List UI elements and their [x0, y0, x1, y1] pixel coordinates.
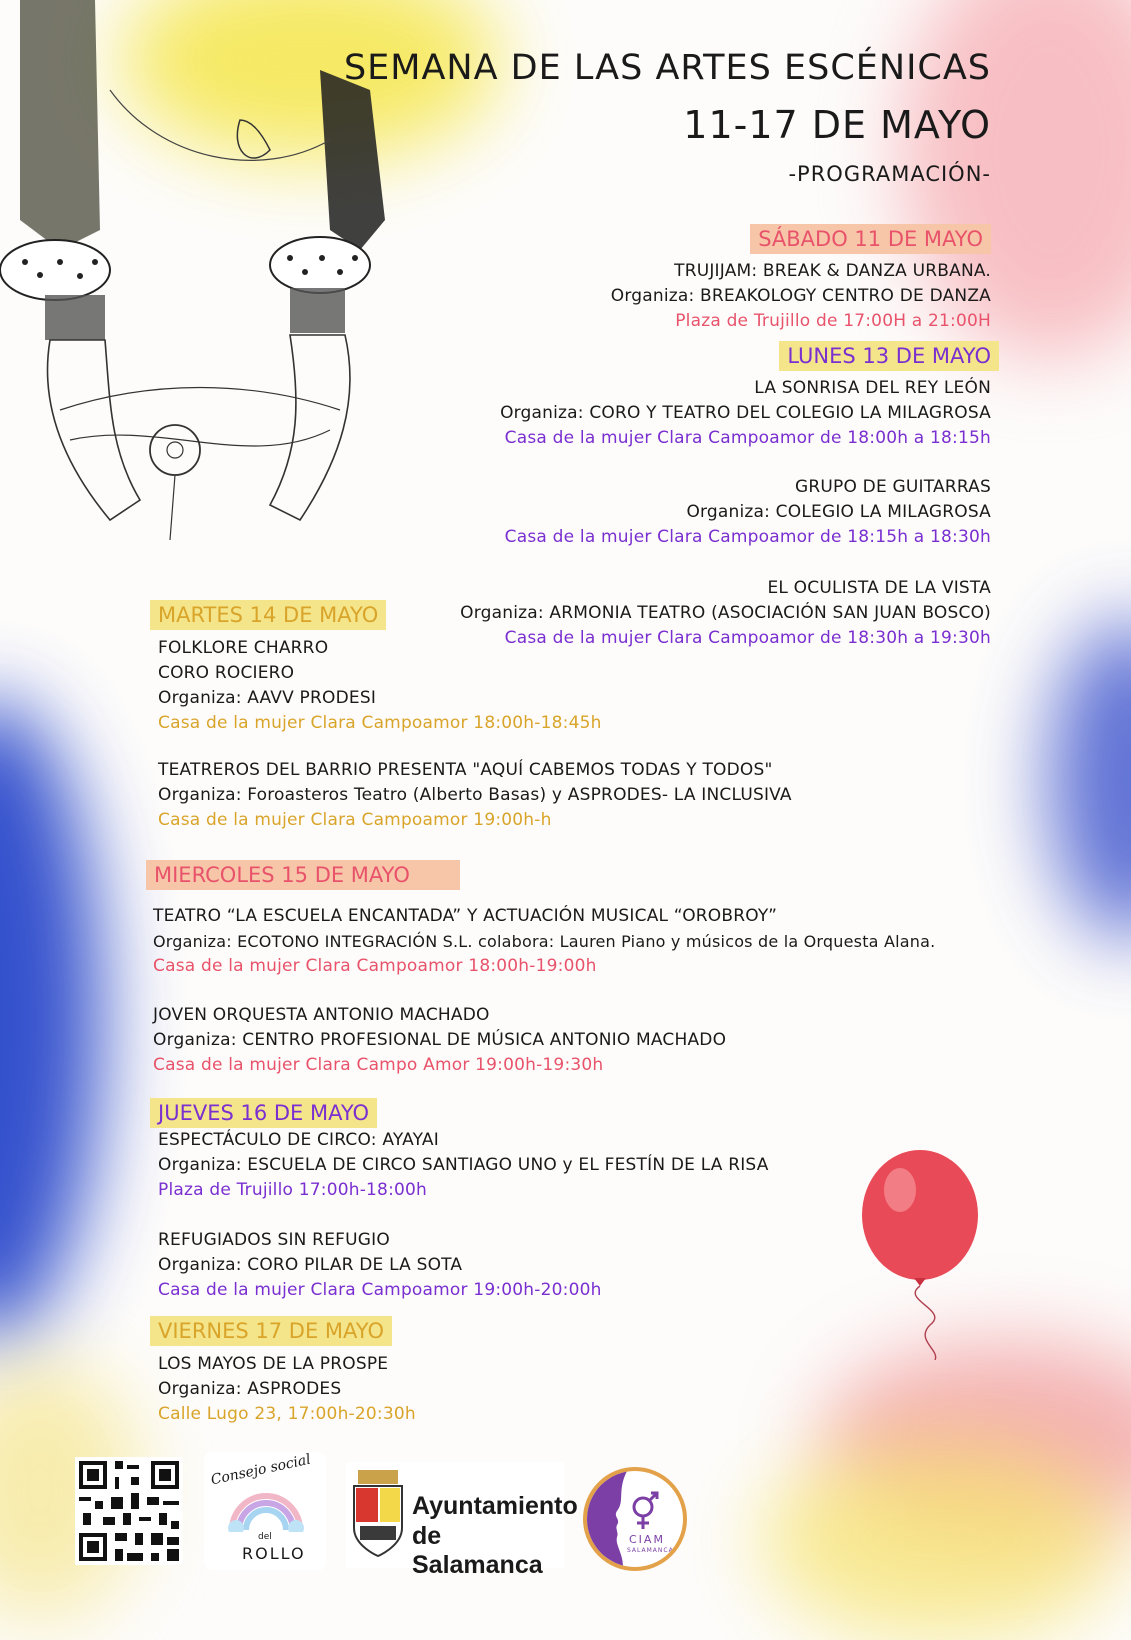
event-organizer: Organiza: Foroasteros Teatro (Alberto Basas) y ASPRODES- LA INCLUSIVA	[158, 785, 792, 805]
page-title: SEMANA DE LAS ARTES ESCÉNICAS	[343, 48, 991, 88]
event-title: REFUGIADOS SIN REFUGIO	[158, 1230, 390, 1250]
event-title: TRUJIJAM: BREAK & DANZA URBANA.	[674, 261, 991, 281]
yellow-wash-bottom	[760, 1440, 1120, 1640]
event-organizer: Organiza: AAVV PRODESI	[158, 688, 377, 708]
consejo-social-text: Consejo social	[209, 1451, 313, 1489]
event-sonrisa-rey-leon	[500, 376, 991, 451]
ciam-text: CIAM	[629, 1533, 665, 1546]
event-organizer: Organiza: ESCUELA DE CIRCO SANTIAGO UNO y EL FESTÍN DE LA RISA	[158, 1155, 769, 1175]
blue-wash-right	[1050, 620, 1131, 940]
page-subtitle: -PROGRAMACIÓN-	[788, 162, 991, 186]
day-label: MARTES 14 DE MAYO	[150, 600, 386, 630]
event-joven-orquesta	[153, 1003, 726, 1078]
event-organizer: Organiza: ECOTONO INTEGRACIÓN S.L. colabora: Lauren Piano y músicos de la Orquesta Alana.	[153, 932, 936, 951]
event-title: LA SONRISA DEL REY LEÓN	[754, 378, 991, 398]
balloon-illustration	[840, 1150, 1040, 1360]
event-organizer: Organiza: ARMONIA TEATRO (ASOCIACIÓN SAN JUAN BOSCO)	[460, 603, 991, 623]
event-place: Plaza de Trujillo de 17:00H a 21:00H	[675, 311, 991, 331]
event-place: Casa de la mujer Clara Campoamor 19:00h-20:00h	[158, 1280, 602, 1300]
event-place: Calle Lugo 23, 17:00h-20:30h	[158, 1404, 416, 1424]
event-title: LOS MAYOS DE LA PROSPE	[158, 1354, 389, 1374]
day-label: JUEVES 16 DE MAYO	[150, 1098, 377, 1128]
event-organizer: Organiza: BREAKOLOGY CENTRO DE DANZA	[610, 286, 991, 306]
day-heading-jueves	[150, 1098, 377, 1128]
event-title: ESPECTÁCULO DE CIRCO: AYAYAI	[158, 1130, 439, 1150]
event-circo-ayayai	[158, 1128, 769, 1203]
qr-code[interactable]	[75, 1457, 183, 1565]
blue-wash-left	[0, 700, 100, 1340]
consejo-social-logo	[204, 1452, 326, 1570]
event-folklore-charro	[158, 636, 602, 736]
event-organizer: Organiza: ASPRODES	[158, 1379, 342, 1399]
event-trujijam	[611, 259, 991, 334]
day-label: SÁBADO 11 DE MAYO	[750, 224, 991, 254]
day-label: MIERCOLES 15 DE MAYO	[146, 860, 460, 890]
event-place: Casa de la mujer Clara Campoamor 18:00h-18:45h	[158, 713, 602, 733]
consejo-rollo-text: ROLLO	[242, 1544, 306, 1563]
day-heading-viernes	[150, 1316, 392, 1346]
event-title-2: CORO ROCIERO	[158, 663, 295, 683]
day-label: LUNES 13 DE MAYO	[779, 341, 999, 371]
event-place: Casa de la mujer Clara Campoamor de 18:30h a 19:30h	[504, 628, 991, 648]
event-title: GRUPO DE GUITARRAS	[795, 477, 991, 497]
ayuntamiento-logo	[346, 1462, 578, 1579]
day-heading-sabado	[750, 224, 991, 254]
event-place: Plaza de Trujillo 17:00h-18:00h	[158, 1180, 428, 1200]
day-label: VIERNES 17 DE MAYO	[150, 1316, 392, 1346]
event-title: FOLKLORE CHARRO	[158, 638, 329, 658]
event-organizer: Organiza: CORO PILAR DE LA SOTA	[158, 1255, 463, 1275]
event-teatreros-barrio	[158, 758, 792, 833]
event-place: Casa de la mujer Clara Campoamor de 18:00h a 18:15h	[504, 428, 991, 448]
event-title: EL OCULISTA DE LA VISTA	[767, 578, 991, 598]
event-place: Casa de la mujer Clara Campoamor 18:00h-19:00h	[153, 956, 597, 976]
event-place: Casa de la mujer Clara Campo Amor 19:00h-19:30h	[153, 1055, 604, 1075]
salamanca-text: de Salamanca	[412, 1522, 543, 1579]
salamanca-shield-icon	[350, 1468, 406, 1558]
page-date-range: 11-17 DE MAYO	[683, 103, 991, 147]
event-place: Casa de la mujer Clara Campoamor 19:00h-h	[158, 810, 552, 830]
day-heading-lunes	[779, 341, 999, 371]
consejo-del-text: del	[258, 1532, 272, 1542]
event-mayos-prospe	[158, 1352, 416, 1427]
event-organizer: Organiza: CORO Y TEATRO DEL COLEGIO LA MILAGROSA	[500, 403, 991, 423]
ciam-salamanca-text: SALAMANCA	[627, 1547, 674, 1554]
event-place: Casa de la mujer Clara Campoamor de 18:15h a 18:30h	[504, 527, 991, 547]
event-organizer: Organiza: CENTRO PROFESIONAL DE MÚSICA ANTONIO MACHADO	[153, 1030, 727, 1050]
event-title: JOVEN ORQUESTA ANTONIO MACHADO	[153, 1005, 490, 1025]
ciam-logo	[583, 1467, 687, 1571]
day-heading-miercoles	[146, 860, 460, 890]
event-escuela-encantada	[153, 904, 935, 979]
day-heading-martes	[150, 600, 386, 630]
event-grupo-guitarras	[505, 475, 991, 550]
rainbow-icon	[226, 1488, 306, 1532]
event-organizer: Organiza: COLEGIO LA MILAGROSA	[686, 502, 991, 522]
event-title: TEATREROS DEL BARRIO PRESENTA "AQUÍ CABEMOS TODAS Y TODOS"	[158, 760, 773, 780]
event-title: TEATRO “LA ESCUELA ENCANTADA” Y ACTUACIÓN MUSICAL “OROBROY”	[153, 906, 778, 926]
ayuntamiento-text: Ayuntamiento	[412, 1492, 578, 1520]
event-refugiados	[158, 1228, 602, 1303]
